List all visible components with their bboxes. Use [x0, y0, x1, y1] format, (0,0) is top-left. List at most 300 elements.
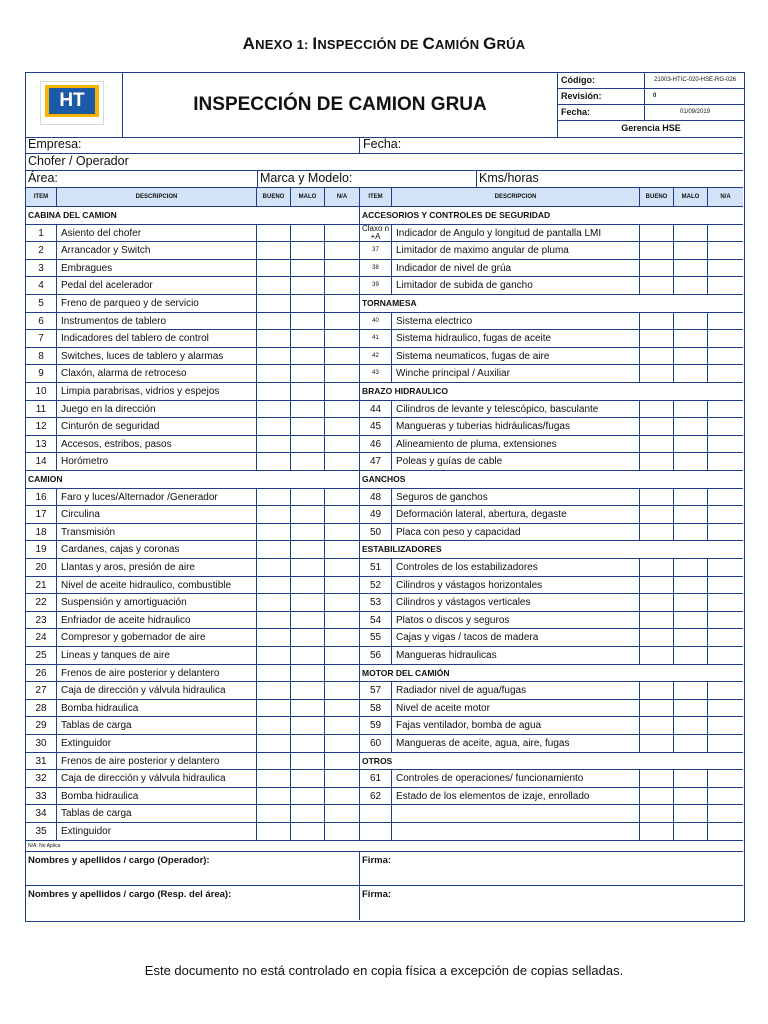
- bueno-checkbox[interactable]: [640, 506, 674, 523]
- malo-checkbox[interactable]: [674, 717, 708, 734]
- bueno-checkbox[interactable]: [257, 242, 291, 259]
- na-checkbox[interactable]: [708, 418, 743, 435]
- na-checkbox[interactable]: [325, 418, 360, 435]
- bueno-checkbox[interactable]: [257, 629, 291, 646]
- malo-checkbox[interactable]: [674, 418, 708, 435]
- bueno-checkbox[interactable]: [640, 647, 674, 664]
- na-checkbox[interactable]: [325, 788, 360, 805]
- bueno-checkbox[interactable]: [257, 295, 291, 312]
- item-number: 28: [26, 700, 57, 717]
- malo-checkbox[interactable]: [674, 313, 708, 330]
- section-heading: ESTABILIZADORES: [362, 544, 442, 555]
- na-checkbox[interactable]: [325, 629, 360, 646]
- item-number: 31: [26, 753, 57, 770]
- na-checkbox[interactable]: [325, 559, 360, 576]
- na-checkbox[interactable]: [708, 260, 743, 277]
- malo-checkbox[interactable]: [291, 506, 325, 523]
- item-number: 30: [26, 735, 57, 752]
- na-checkbox[interactable]: [708, 242, 743, 259]
- na-checkbox[interactable]: [325, 717, 360, 734]
- item-number: 59: [360, 717, 392, 734]
- section-heading: BRAZO HIDRAULICO: [362, 386, 448, 396]
- malo-checkbox[interactable]: [674, 524, 708, 541]
- table-row: [26, 805, 743, 823]
- na-checkbox[interactable]: [325, 436, 360, 453]
- bueno-checkbox[interactable]: [257, 541, 291, 558]
- malo-checkbox[interactable]: [674, 348, 708, 365]
- na-checkbox[interactable]: [708, 629, 743, 646]
- na-checkbox[interactable]: [325, 682, 360, 699]
- na-checkbox[interactable]: [708, 401, 743, 418]
- malo-checkbox[interactable]: [674, 489, 708, 506]
- na-checkbox[interactable]: [325, 823, 360, 840]
- bueno-checkbox[interactable]: [640, 225, 674, 242]
- item-description: Platos o discos y seguros: [392, 612, 640, 629]
- bueno-checkbox[interactable]: [640, 313, 674, 330]
- item-number: 16: [26, 489, 57, 506]
- item-number: 20: [26, 559, 57, 576]
- na-checkbox[interactable]: [325, 365, 360, 382]
- item-description: Bomba hidraulica: [57, 700, 257, 717]
- item-number: 48: [360, 489, 392, 506]
- malo-checkbox[interactable]: [291, 788, 325, 805]
- malo-checkbox[interactable]: [674, 788, 708, 805]
- bueno-checkbox[interactable]: [257, 647, 291, 664]
- na-checkbox[interactable]: [325, 348, 360, 365]
- section-heading: CAMION: [26, 471, 360, 488]
- bueno-checkbox[interactable]: [640, 805, 674, 822]
- bueno-checkbox[interactable]: [640, 524, 674, 541]
- item-number: 42: [360, 348, 392, 365]
- malo-checkbox[interactable]: [291, 805, 325, 822]
- item-number: 3: [26, 260, 57, 277]
- malo-checkbox[interactable]: [674, 436, 708, 453]
- na-checkbox[interactable]: [708, 453, 743, 470]
- item-number: 61: [360, 770, 392, 787]
- malo-checkbox[interactable]: [291, 418, 325, 435]
- malo-checkbox[interactable]: [291, 348, 325, 365]
- item-description: Bomba hidraulica: [57, 788, 257, 805]
- bueno-checkbox[interactable]: [640, 418, 674, 435]
- bueno-checkbox[interactable]: [257, 788, 291, 805]
- item-description: Limitador de maximo angular de pluma: [392, 242, 640, 259]
- table-row: [26, 365, 743, 383]
- section-heading: OTROS: [362, 755, 393, 766]
- bueno-checkbox[interactable]: [257, 612, 291, 629]
- malo-checkbox[interactable]: [291, 770, 325, 787]
- na-checkbox[interactable]: [325, 594, 360, 611]
- na-checkbox[interactable]: [325, 541, 360, 558]
- item-description: Frenos de aire posterior y delantero: [57, 665, 257, 682]
- na-checkbox[interactable]: [325, 735, 360, 752]
- na-checkbox[interactable]: [325, 383, 360, 400]
- malo-checkbox[interactable]: [674, 594, 708, 611]
- item-description: Estado de los elementos de izaje, enrollado: [392, 788, 640, 805]
- table-row: [26, 823, 743, 841]
- annex-title: ANEXO 1: INSPECCIÓN DE CAMIÓN GRÚA: [242, 34, 526, 53]
- item-number: 45: [360, 418, 392, 435]
- malo-checkbox[interactable]: [674, 770, 708, 787]
- malo-checkbox[interactable]: [291, 225, 325, 242]
- gerencia-label: Gerencia HSE: [621, 123, 681, 133]
- malo-checkbox[interactable]: [674, 225, 708, 242]
- bueno-checkbox[interactable]: [640, 788, 674, 805]
- item-number: 46: [360, 436, 392, 453]
- malo-checkbox[interactable]: [291, 823, 325, 840]
- na-checkbox[interactable]: [325, 330, 360, 347]
- table-row: [26, 647, 743, 665]
- na-checkbox[interactable]: [708, 365, 743, 382]
- malo-checkbox[interactable]: [674, 401, 708, 418]
- malo-checkbox[interactable]: [291, 665, 325, 682]
- item-number: Claxo n +A: [360, 225, 392, 242]
- malo-checkbox[interactable]: [291, 365, 325, 382]
- malo-checkbox[interactable]: [674, 577, 708, 594]
- item-description: Enfriador de aceite hidraulico: [57, 612, 257, 629]
- bueno-checkbox[interactable]: [257, 577, 291, 594]
- na-checkbox[interactable]: [708, 594, 743, 611]
- na-checkbox[interactable]: [708, 436, 743, 453]
- date-value: 01/09/2019: [644, 105, 745, 120]
- item-description: Suspensión y amortiguación: [57, 594, 257, 611]
- malo-checkbox[interactable]: [674, 700, 708, 717]
- malo-checkbox[interactable]: [291, 330, 325, 347]
- na-checkbox[interactable]: [708, 682, 743, 699]
- bueno-checkbox[interactable]: [257, 401, 291, 418]
- bueno-checkbox[interactable]: [257, 753, 291, 770]
- area-responsible-signature-row: Nombres y apellidos / cargo (Resp. del área): Firma:: [26, 885, 743, 920]
- bueno-checkbox[interactable]: [257, 225, 291, 242]
- item-description: Radiador nivel de agua/fugas: [392, 682, 640, 699]
- table-row: [26, 524, 743, 542]
- na-checkbox[interactable]: [325, 805, 360, 822]
- table-row: [26, 453, 743, 471]
- na-checkbox[interactable]: [325, 753, 360, 770]
- na-checkbox[interactable]: [325, 577, 360, 594]
- malo-checkbox[interactable]: [291, 489, 325, 506]
- table-row: [26, 489, 743, 507]
- item-number: 50: [360, 524, 392, 541]
- malo-checkbox[interactable]: [291, 594, 325, 611]
- item-description: Transmisión: [57, 524, 257, 541]
- na-checkbox[interactable]: [325, 453, 360, 470]
- bueno-checkbox[interactable]: [640, 330, 674, 347]
- item-number: 52: [360, 577, 392, 594]
- na-checkbox[interactable]: [708, 770, 743, 787]
- bueno-checkbox[interactable]: [640, 559, 674, 576]
- na-checkbox[interactable]: [325, 242, 360, 259]
- item-number: 32: [26, 770, 57, 787]
- item-description: Nivel de aceite hidraulico, combustible: [57, 577, 257, 594]
- bueno-checkbox[interactable]: [257, 260, 291, 277]
- malo-checkbox[interactable]: [674, 559, 708, 576]
- bueno-checkbox[interactable]: [640, 735, 674, 752]
- item-description: Caja de dirección y válvula hidraulica: [57, 770, 257, 787]
- item-description: Caja de dirección y válvula hidraulica: [57, 682, 257, 699]
- bueno-checkbox[interactable]: [640, 629, 674, 646]
- section-heading: TORNAMESA: [362, 298, 417, 308]
- bueno-checkbox[interactable]: [257, 453, 291, 470]
- malo-checkbox[interactable]: [674, 823, 708, 840]
- item-description: Indicadores del tablero de control: [57, 330, 257, 347]
- na-checkbox[interactable]: [708, 277, 743, 294]
- kms-label: Kms/horas: [479, 171, 539, 185]
- item-number: 17: [26, 506, 57, 523]
- bueno-checkbox[interactable]: [257, 823, 291, 840]
- table-row: [26, 629, 743, 647]
- malo-checkbox[interactable]: [291, 295, 325, 312]
- malo-checkbox[interactable]: [291, 383, 325, 400]
- malo-checkbox[interactable]: [291, 700, 325, 717]
- operator-signature-row: Nombres y apellidos / cargo (Operador): Firma:: [26, 851, 743, 886]
- malo-checkbox[interactable]: [674, 330, 708, 347]
- bueno-checkbox[interactable]: [257, 665, 291, 682]
- malo-checkbox[interactable]: [291, 717, 325, 734]
- malo-checkbox[interactable]: [291, 260, 325, 277]
- item-number: 29: [26, 717, 57, 734]
- item-description: Sistema neumaticos, fugas de aire: [392, 348, 640, 365]
- na-checkbox[interactable]: [708, 577, 743, 594]
- item-description: [392, 823, 640, 840]
- item-description: Cilindros de levante y telescópico, basculante: [392, 401, 640, 418]
- chofer-label: Chofer / Operador: [28, 154, 129, 168]
- bueno-checkbox[interactable]: [257, 348, 291, 365]
- na-checkbox[interactable]: [708, 647, 743, 664]
- na-checkbox[interactable]: [708, 717, 743, 734]
- bueno-checkbox[interactable]: [257, 365, 291, 382]
- bueno-checkbox[interactable]: [640, 260, 674, 277]
- malo-checkbox[interactable]: [291, 647, 325, 664]
- na-checkbox[interactable]: [325, 489, 360, 506]
- item-number: 23: [26, 612, 57, 629]
- bueno-checkbox[interactable]: [257, 277, 291, 294]
- na-checkbox[interactable]: [325, 700, 360, 717]
- item-description: Cardanes, cajas y coronas: [57, 541, 257, 558]
- code-value: 21003-HTIC-020-HSE-RG-026: [644, 73, 745, 88]
- malo-checkbox[interactable]: [291, 313, 325, 330]
- malo-checkbox[interactable]: [291, 277, 325, 294]
- malo-checkbox[interactable]: [291, 401, 325, 418]
- item-number: 9: [26, 365, 57, 382]
- item-number: 51: [360, 559, 392, 576]
- table-row: [26, 717, 743, 735]
- na-checkbox[interactable]: [708, 348, 743, 365]
- bueno-checkbox[interactable]: [257, 805, 291, 822]
- item-number: 37: [360, 242, 392, 259]
- na-checkbox[interactable]: [708, 788, 743, 805]
- bueno-checkbox[interactable]: [257, 700, 291, 717]
- na-checkbox[interactable]: [708, 735, 743, 752]
- item-description: Circulina: [57, 506, 257, 523]
- bueno-checkbox[interactable]: [640, 277, 674, 294]
- table-row: [26, 207, 743, 225]
- item-description: Faro y luces/Alternador /Generador: [57, 489, 257, 506]
- bueno-checkbox[interactable]: [257, 506, 291, 523]
- table-row: [26, 418, 743, 436]
- item-number: 44: [360, 401, 392, 418]
- bueno-checkbox[interactable]: [640, 242, 674, 259]
- item-description: Asiento del chofer: [57, 225, 257, 242]
- na-checkbox[interactable]: [708, 805, 743, 822]
- na-checkbox[interactable]: [325, 225, 360, 242]
- malo-checkbox[interactable]: [291, 453, 325, 470]
- malo-checkbox[interactable]: [674, 506, 708, 523]
- item-description: Embragues: [57, 260, 257, 277]
- malo-checkbox[interactable]: [674, 260, 708, 277]
- table-header: ITEM DESCRIPCION BUENO MALO N/A ITEM DESCRIPCION BUENO MALO N/A: [26, 188, 743, 207]
- item-number: 7: [26, 330, 57, 347]
- malo-checkbox[interactable]: [291, 612, 325, 629]
- na-checkbox[interactable]: [325, 506, 360, 523]
- item-number: 43: [360, 365, 392, 382]
- malo-checkbox[interactable]: [674, 242, 708, 259]
- table-row: [26, 788, 743, 806]
- bueno-checkbox[interactable]: [640, 594, 674, 611]
- na-checkbox[interactable]: [708, 330, 743, 347]
- na-checkbox[interactable]: [708, 313, 743, 330]
- bueno-checkbox[interactable]: [257, 524, 291, 541]
- bueno-checkbox[interactable]: [257, 682, 291, 699]
- item-number: 22: [26, 594, 57, 611]
- item-number: 2: [26, 242, 57, 259]
- bueno-checkbox[interactable]: [640, 823, 674, 840]
- malo-checkbox[interactable]: [674, 612, 708, 629]
- na-checkbox[interactable]: [325, 612, 360, 629]
- na-checkbox[interactable]: [325, 313, 360, 330]
- bueno-checkbox[interactable]: [257, 313, 291, 330]
- malo-checkbox[interactable]: [674, 629, 708, 646]
- table-row: [26, 577, 743, 595]
- item-description: Arrancador y Switch: [57, 242, 257, 259]
- bueno-checkbox[interactable]: [640, 682, 674, 699]
- company-logo: HT: [40, 81, 104, 125]
- bueno-checkbox[interactable]: [640, 348, 674, 365]
- bueno-checkbox[interactable]: [257, 489, 291, 506]
- item-description: Cilindros y vástagos horizontales: [392, 577, 640, 594]
- bueno-checkbox[interactable]: [257, 383, 291, 400]
- empresa-label: Empresa:: [28, 137, 82, 151]
- na-checkbox[interactable]: [325, 277, 360, 294]
- item-number: 35: [26, 823, 57, 840]
- item-description: Fajas ventilador, bomba de agua: [392, 717, 640, 734]
- item-number: [360, 823, 392, 840]
- na-checkbox[interactable]: [708, 612, 743, 629]
- item-description: Instrumentos de tablero: [57, 313, 257, 330]
- table-row: [26, 506, 743, 524]
- na-checkbox[interactable]: [325, 260, 360, 277]
- na-checkbox[interactable]: [325, 647, 360, 664]
- item-description: Lineas y tanques de aire: [57, 647, 257, 664]
- section-heading: ACCESORIOS Y CONTROLES DE SEGURIDAD: [362, 210, 551, 220]
- na-checkbox[interactable]: [708, 225, 743, 242]
- bueno-checkbox[interactable]: [640, 717, 674, 734]
- item-description: Switches, luces de tablero y alarmas: [57, 348, 257, 365]
- na-checkbox[interactable]: [325, 665, 360, 682]
- bueno-checkbox[interactable]: [257, 735, 291, 752]
- chofer-row: [26, 154, 743, 171]
- na-checkbox[interactable]: [708, 823, 743, 840]
- malo-checkbox[interactable]: [674, 805, 708, 822]
- item-number: [360, 805, 392, 822]
- na-checkbox[interactable]: [708, 700, 743, 717]
- na-checkbox[interactable]: [325, 295, 360, 312]
- area-label: Área:: [28, 171, 58, 185]
- malo-checkbox[interactable]: [674, 365, 708, 382]
- malo-checkbox[interactable]: [291, 735, 325, 752]
- na-checkbox[interactable]: [708, 506, 743, 523]
- na-checkbox[interactable]: [708, 489, 743, 506]
- bueno-checkbox[interactable]: [640, 453, 674, 470]
- malo-checkbox[interactable]: [291, 753, 325, 770]
- malo-checkbox[interactable]: [291, 541, 325, 558]
- na-note: N/A: No Aplica: [28, 843, 61, 849]
- bueno-checkbox[interactable]: [257, 330, 291, 347]
- item-number: 62: [360, 788, 392, 805]
- item-description: Juego en la dirección: [57, 401, 257, 418]
- item-description: Llantas y aros, presión de aire: [57, 559, 257, 576]
- section-heading: GANCHOS: [362, 474, 406, 484]
- bueno-checkbox[interactable]: [640, 612, 674, 629]
- na-checkbox[interactable]: [325, 401, 360, 418]
- item-number: 21: [26, 577, 57, 594]
- item-number: 27: [26, 682, 57, 699]
- bueno-checkbox[interactable]: [640, 577, 674, 594]
- na-checkbox[interactable]: [708, 559, 743, 576]
- bueno-checkbox[interactable]: [257, 559, 291, 576]
- item-description: Accesos, estribos, pasos: [57, 436, 257, 453]
- malo-checkbox[interactable]: [674, 277, 708, 294]
- malo-checkbox[interactable]: [291, 524, 325, 541]
- bueno-checkbox[interactable]: [257, 436, 291, 453]
- na-checkbox[interactable]: [325, 770, 360, 787]
- bueno-checkbox[interactable]: [640, 436, 674, 453]
- bueno-checkbox[interactable]: [640, 365, 674, 382]
- malo-checkbox[interactable]: [291, 682, 325, 699]
- bueno-checkbox[interactable]: [640, 770, 674, 787]
- bueno-checkbox[interactable]: [257, 418, 291, 435]
- malo-checkbox[interactable]: [291, 242, 325, 259]
- item-number: 11: [26, 401, 57, 418]
- bueno-checkbox[interactable]: [640, 401, 674, 418]
- malo-checkbox[interactable]: [291, 577, 325, 594]
- malo-checkbox[interactable]: [291, 436, 325, 453]
- item-number: 58: [360, 700, 392, 717]
- item-description: Indicador de Angulo y longitud de pantalla LMI: [392, 225, 640, 242]
- malo-checkbox[interactable]: [674, 735, 708, 752]
- table-row: [26, 541, 743, 559]
- item-description: Indicador de nivel de grúa: [392, 260, 640, 277]
- item-description: Compresor y gobernador de aire: [57, 629, 257, 646]
- bueno-checkbox[interactable]: [640, 700, 674, 717]
- table-row: [26, 436, 743, 454]
- na-checkbox[interactable]: [708, 524, 743, 541]
- na-checkbox[interactable]: [325, 524, 360, 541]
- malo-checkbox[interactable]: [291, 629, 325, 646]
- bueno-checkbox[interactable]: [257, 770, 291, 787]
- bueno-checkbox[interactable]: [257, 717, 291, 734]
- bueno-checkbox[interactable]: [257, 594, 291, 611]
- malo-checkbox[interactable]: [291, 559, 325, 576]
- item-description: Mangueras hidraulicas: [392, 647, 640, 664]
- item-description: Poleas y guías de cable: [392, 453, 640, 470]
- malo-checkbox[interactable]: [674, 647, 708, 664]
- malo-checkbox[interactable]: [674, 453, 708, 470]
- revision-value: 0: [644, 89, 694, 104]
- item-number: 4: [26, 277, 57, 294]
- malo-checkbox[interactable]: [674, 682, 708, 699]
- bueno-checkbox[interactable]: [640, 489, 674, 506]
- item-description: Pedal del acelerador: [57, 277, 257, 294]
